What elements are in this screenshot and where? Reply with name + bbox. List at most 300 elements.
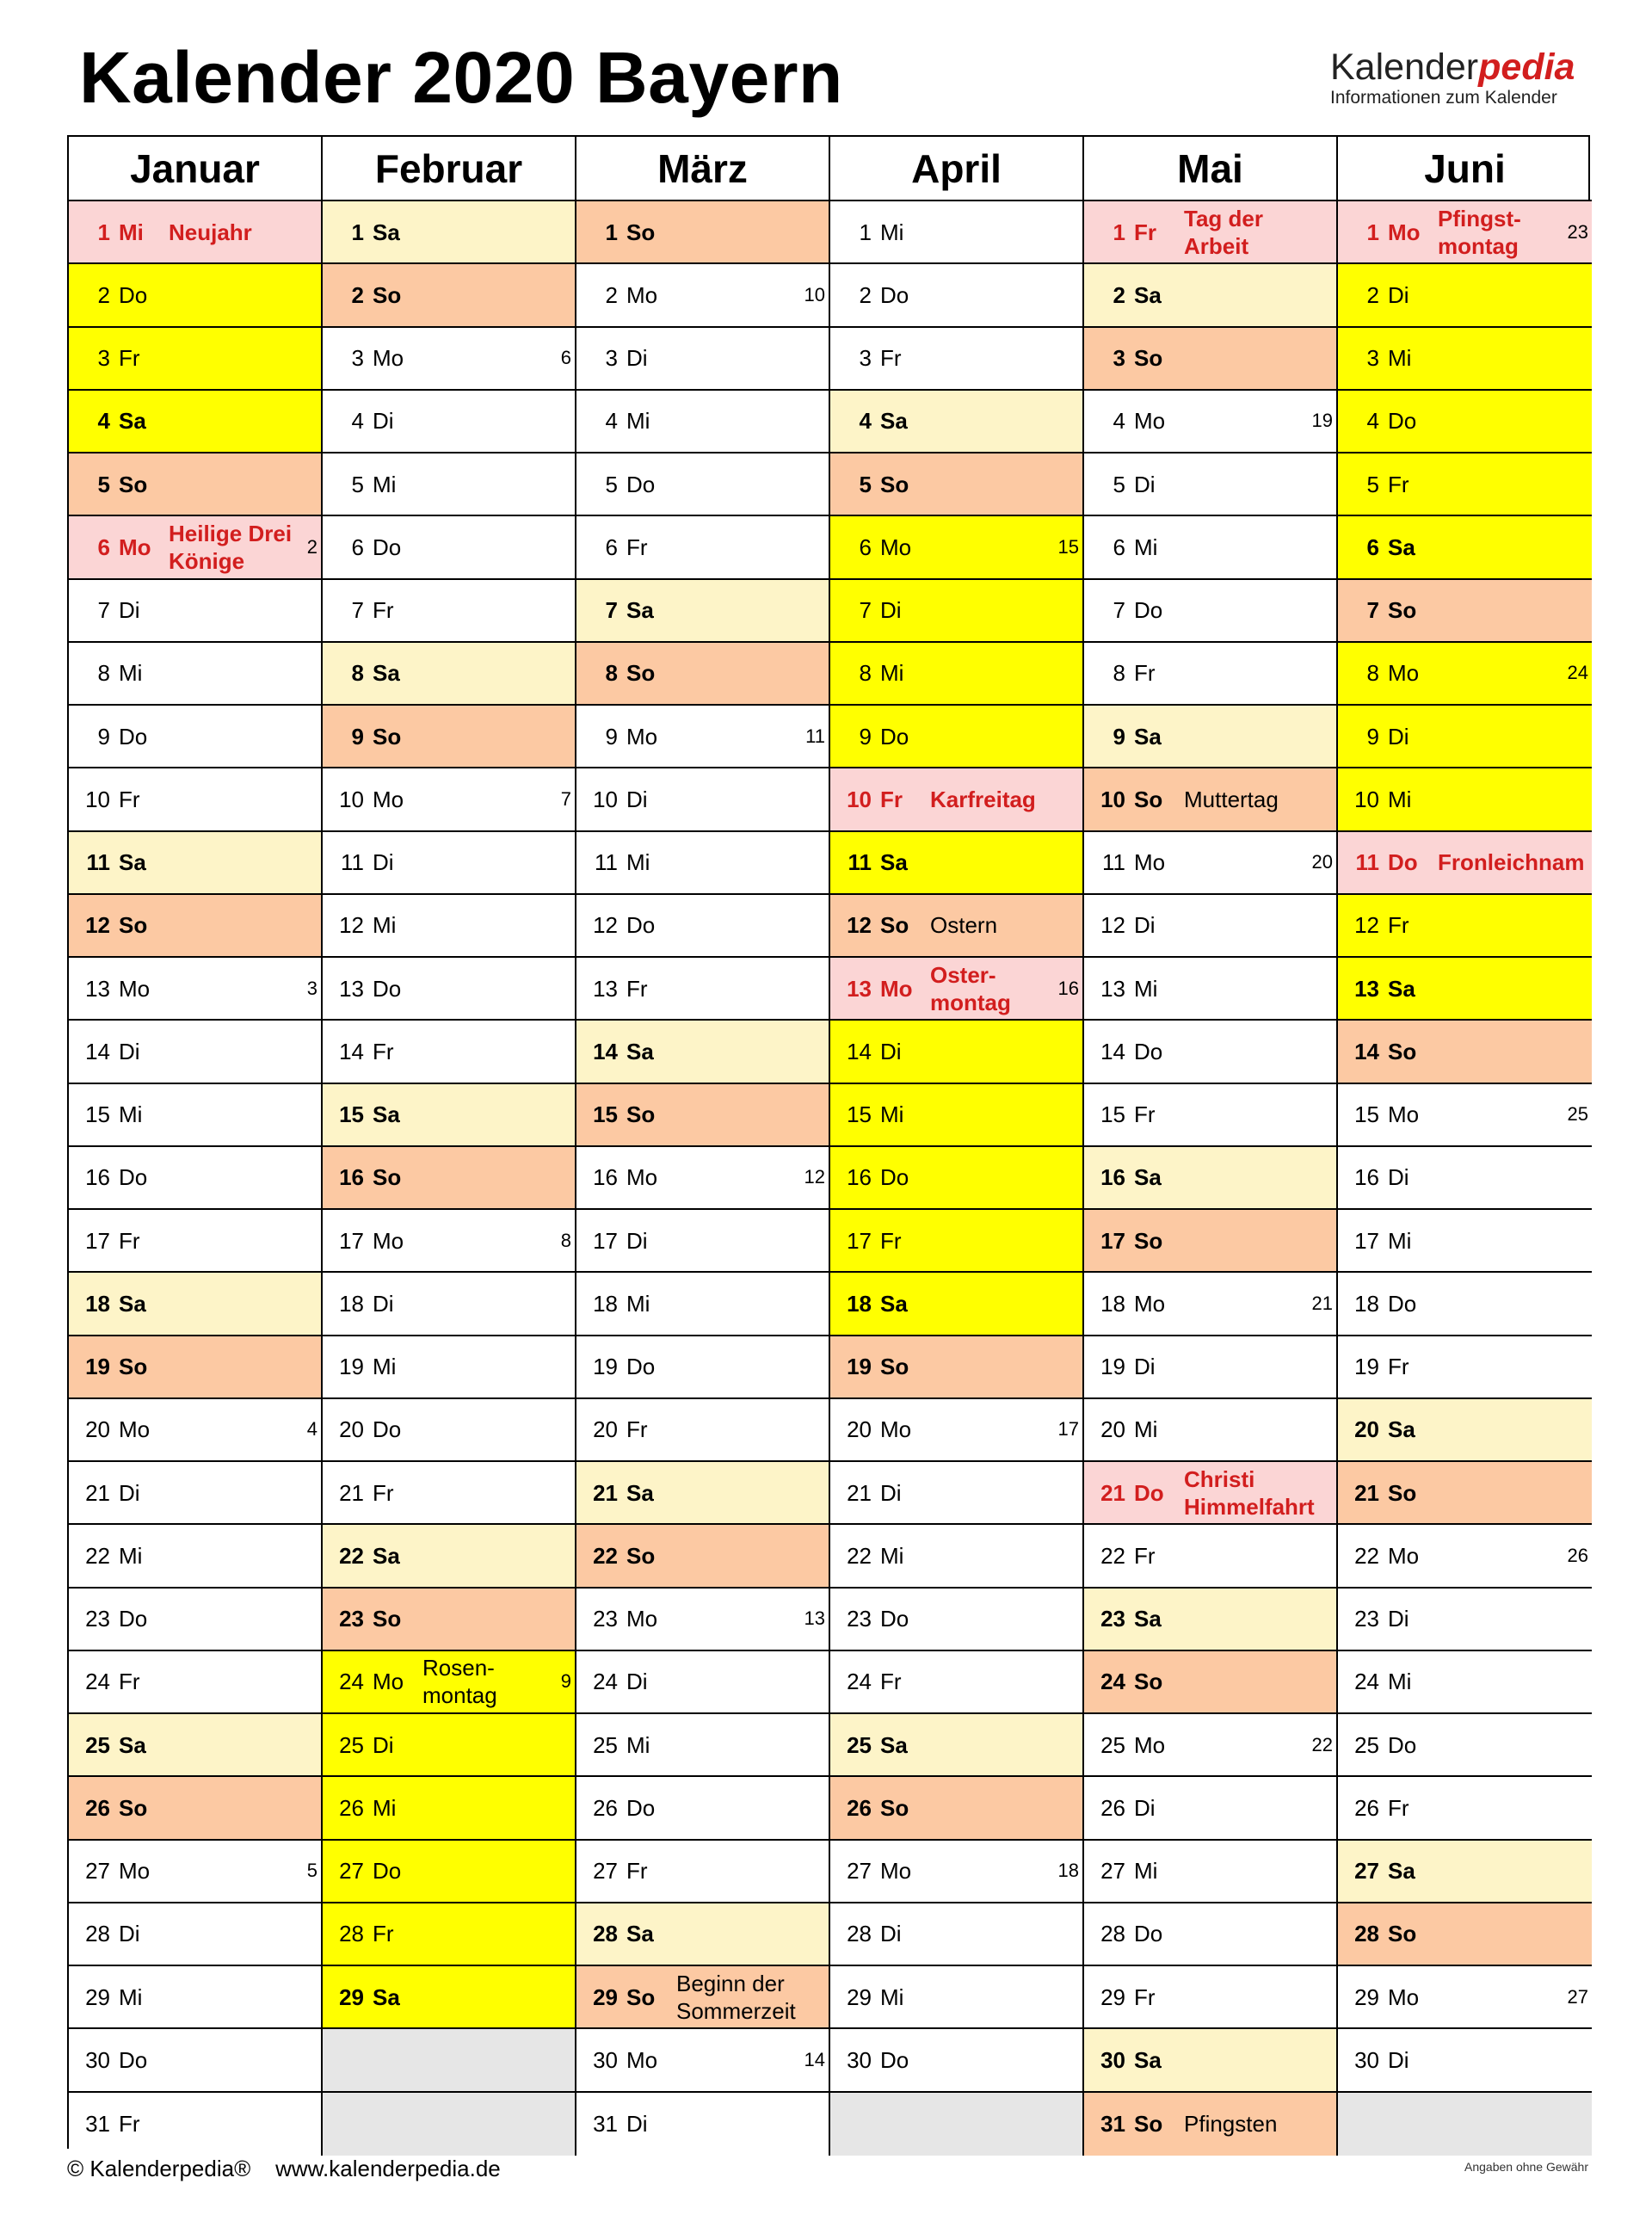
weekday-label: So: [880, 912, 909, 939]
weekday-label: So: [1134, 2111, 1163, 2138]
weekday-label: So: [373, 1606, 402, 1632]
weekday-label: Mo: [1134, 1290, 1166, 1317]
day-cell[interactable]: [1084, 1399, 1338, 1462]
day-cell[interactable]: [323, 643, 576, 706]
day-cell[interactable]: [830, 1714, 1084, 1777]
weekday-label: Do: [373, 1416, 402, 1443]
day-cell[interactable]: [1084, 706, 1338, 768]
day-cell[interactable]: [323, 264, 576, 327]
day-cell[interactable]: [830, 1021, 1084, 1083]
brand-suffix: pedia: [1478, 46, 1575, 88]
day-cell[interactable]: [1084, 1651, 1338, 1714]
day-cell[interactable]: [830, 832, 1084, 895]
day-number: 20: [339, 1416, 364, 1443]
weekday-label: Mi: [119, 660, 143, 687]
weekday-label: Sa: [119, 1290, 146, 1317]
day-cell[interactable]: [1338, 895, 1592, 958]
day-number: 11: [848, 849, 872, 876]
day-cell[interactable]: [1084, 1084, 1338, 1147]
day-cell[interactable]: [323, 580, 576, 643]
weekday-label: Do: [1388, 1731, 1417, 1758]
day-cell[interactable]: [69, 516, 323, 579]
day-number: 7: [1366, 597, 1379, 624]
day-cell[interactable]: [830, 1651, 1084, 1714]
day-cell[interactable]: [323, 1966, 576, 2029]
day-cell[interactable]: [323, 516, 576, 579]
day-number: 29: [1100, 1983, 1125, 2010]
weekday-label: So: [1134, 345, 1163, 372]
weekday-label: Mi: [1388, 1669, 1412, 1695]
weekday-label: Mo: [1388, 660, 1420, 687]
day-cell[interactable]: [1084, 391, 1338, 453]
day-number: 1: [97, 219, 110, 245]
day-cell[interactable]: [576, 1021, 830, 1083]
weekday-label: Di: [1134, 471, 1156, 497]
day-note: Tag der Arbeit: [1184, 205, 1263, 259]
day-cell[interactable]: [69, 1084, 323, 1147]
day-cell[interactable]: [1084, 958, 1338, 1021]
day-cell[interactable]: [1084, 201, 1338, 264]
day-number: 8: [1366, 660, 1379, 687]
day-cell[interactable]: [323, 1210, 576, 1273]
weekday-label: Sa: [880, 849, 908, 876]
weekday-label: Sa: [373, 1101, 400, 1128]
day-number: 20: [85, 1416, 110, 1443]
day-cell[interactable]: [576, 1651, 830, 1714]
day-cell[interactable]: [576, 264, 830, 327]
day-cell[interactable]: [323, 1399, 576, 1462]
day-number: 25: [1100, 1731, 1125, 1758]
day-cell[interactable]: [830, 1273, 1084, 1336]
day-cell[interactable]: [576, 201, 830, 264]
day-number: 13: [339, 975, 364, 1002]
weekday-label: Mo: [880, 1416, 912, 1443]
day-cell[interactable]: [69, 1903, 323, 1966]
day-cell[interactable]: [323, 391, 576, 453]
day-cell[interactable]: [323, 958, 576, 1021]
day-number: 8: [1113, 660, 1125, 687]
day-cell[interactable]: [576, 1841, 830, 1903]
day-number: 29: [847, 1983, 872, 2010]
day-cell[interactable]: [830, 1147, 1084, 1210]
week-number: 20: [1311, 851, 1333, 873]
day-cell[interactable]: [323, 706, 576, 768]
day-cell[interactable]: [1084, 1525, 1338, 1588]
day-cell[interactable]: [576, 2093, 830, 2156]
day-cell[interactable]: [1338, 832, 1592, 895]
day-cell[interactable]: [323, 1273, 576, 1336]
day-cell[interactable]: [69, 264, 323, 327]
day-cell[interactable]: [69, 1147, 323, 1210]
day-cell[interactable]: [323, 768, 576, 831]
day-cell[interactable]: [69, 1210, 323, 1273]
day-cell[interactable]: [323, 1714, 576, 1777]
day-cell[interactable]: [576, 1525, 830, 1588]
day-cell[interactable]: [576, 768, 830, 831]
day-cell[interactable]: [323, 1021, 576, 1083]
day-number: 20: [847, 1416, 872, 1443]
weekday-label: Mo: [373, 786, 404, 812]
week-number: 25: [1567, 1103, 1588, 1126]
weekday-label: Do: [373, 534, 402, 560]
day-cell[interactable]: [69, 706, 323, 768]
day-cell[interactable]: [323, 1903, 576, 1966]
day-cell[interactable]: [576, 1903, 830, 1966]
day-cell[interactable]: [830, 895, 1084, 958]
day-cell[interactable]: [323, 832, 576, 895]
day-number: 25: [847, 1731, 872, 1758]
weekday-label: Sa: [626, 1479, 654, 1506]
day-cell[interactable]: [69, 643, 323, 706]
weekday-label: Sa: [626, 1921, 654, 1947]
day-number: 24: [847, 1669, 872, 1695]
day-cell[interactable]: [69, 201, 323, 264]
day-note: Neujahr: [169, 219, 252, 245]
day-cell[interactable]: [1338, 201, 1592, 264]
day-cell[interactable]: [576, 328, 830, 391]
weekday-label: Di: [373, 849, 394, 876]
day-cell[interactable]: [323, 453, 576, 516]
day-cell[interactable]: [830, 1903, 1084, 1966]
day-cell[interactable]: [1084, 1273, 1338, 1336]
day-number: 23: [847, 1606, 872, 1632]
day-cell[interactable]: [1084, 328, 1338, 391]
day-cell[interactable]: [1338, 958, 1592, 1021]
day-cell[interactable]: [1338, 1210, 1592, 1273]
day-number: 20: [1100, 1416, 1125, 1443]
day-cell[interactable]: [830, 1084, 1084, 1147]
weekday-label: So: [626, 660, 656, 687]
weekday-label: Mo: [373, 1227, 404, 1254]
day-cell[interactable]: [576, 1714, 830, 1777]
day-cell[interactable]: [1338, 1651, 1592, 1714]
day-cell[interactable]: [323, 1777, 576, 1840]
day-cell[interactable]: [830, 706, 1084, 768]
day-cell[interactable]: [69, 958, 323, 1021]
day-cell[interactable]: [576, 643, 830, 706]
weekday-label: Do: [880, 1164, 909, 1191]
day-number: 6: [859, 534, 872, 560]
week-number: 19: [1311, 410, 1333, 432]
day-number: 25: [85, 1731, 110, 1758]
day-number: 16: [1354, 1164, 1379, 1191]
day-cell[interactable]: [830, 1525, 1084, 1588]
weekday-label: Mo: [626, 1606, 658, 1632]
day-number: 5: [605, 471, 618, 497]
day-number: 9: [1113, 723, 1125, 750]
weekday-label: So: [119, 912, 148, 939]
day-cell[interactable]: [1084, 643, 1338, 706]
weekday-label: Di: [1388, 1164, 1409, 1191]
weekday-label: Mi: [373, 1354, 397, 1380]
day-number: 21: [593, 1479, 618, 1506]
weekday-label: Mi: [119, 1542, 143, 1569]
day-cell[interactable]: [1084, 580, 1338, 643]
day-cell[interactable]: [1338, 1021, 1592, 1083]
weekday-label: Di: [373, 408, 394, 435]
day-cell[interactable]: [69, 2029, 323, 2092]
day-number: 14: [847, 1038, 872, 1064]
day-cell[interactable]: [576, 832, 830, 895]
day-number: 11: [341, 849, 364, 876]
day-note: Oster-montag: [930, 961, 1011, 1015]
day-cell[interactable]: [1084, 768, 1338, 831]
day-cell[interactable]: [69, 580, 323, 643]
day-cell[interactable]: [1338, 1336, 1592, 1399]
day-cell[interactable]: [576, 453, 830, 516]
day-cell[interactable]: [830, 1841, 1084, 1903]
day-cell[interactable]: [1338, 1273, 1592, 1336]
day-cell[interactable]: [1338, 1399, 1592, 1462]
day-number: 24: [339, 1669, 364, 1695]
day-cell[interactable]: [323, 1084, 576, 1147]
weekday-label: So: [626, 1101, 656, 1128]
day-cell[interactable]: [1338, 1714, 1592, 1777]
day-cell[interactable]: [1338, 706, 1592, 768]
day-cell[interactable]: [1084, 1841, 1338, 1903]
day-cell[interactable]: [69, 1462, 323, 1525]
weekday-label: Fr: [373, 1038, 394, 1064]
day-cell[interactable]: [69, 1966, 323, 2029]
day-cell[interactable]: [1338, 1147, 1592, 1210]
weekday-label: Do: [373, 1858, 402, 1885]
day-cell[interactable]: [69, 1399, 323, 1462]
day-cell[interactable]: [1084, 2029, 1338, 2092]
day-cell[interactable]: [323, 1841, 576, 1903]
weekday-label: Do: [119, 1164, 148, 1191]
day-cell[interactable]: [1338, 580, 1592, 643]
day-cell[interactable]: [576, 958, 830, 1021]
day-note: Karfreitag: [930, 786, 1036, 812]
day-cell[interactable]: [1084, 1021, 1338, 1083]
day-cell[interactable]: [69, 1589, 323, 1651]
day-cell[interactable]: [69, 391, 323, 453]
day-cell[interactable]: [576, 895, 830, 958]
day-cell[interactable]: [69, 895, 323, 958]
day-number: 28: [1100, 1921, 1125, 1947]
day-cell[interactable]: [830, 958, 1084, 1021]
day-cell[interactable]: [69, 1273, 323, 1336]
day-number: 19: [1100, 1354, 1125, 1380]
day-cell[interactable]: [1338, 516, 1592, 579]
day-number: 28: [339, 1921, 364, 1947]
day-number: 21: [847, 1479, 872, 1506]
day-cell[interactable]: [1084, 1903, 1338, 1966]
brand-prefix: Kalender: [1330, 46, 1479, 88]
day-cell[interactable]: [576, 706, 830, 768]
weekday-label: Mi: [626, 1731, 650, 1758]
week-number: 6: [560, 347, 571, 369]
day-number: 19: [847, 1354, 872, 1380]
day-cell[interactable]: [576, 1147, 830, 1210]
day-number: 7: [859, 597, 872, 624]
weekday-label: Mi: [1388, 1227, 1412, 1254]
weekday-label: Sa: [1134, 281, 1162, 308]
day-cell[interactable]: [323, 895, 576, 958]
weekday-label: Fr: [373, 1921, 394, 1947]
day-cell[interactable]: [830, 328, 1084, 391]
day-number: 13: [847, 975, 872, 1002]
day-cell[interactable]: [830, 1210, 1084, 1273]
day-number: 8: [605, 660, 618, 687]
day-number: 20: [593, 1416, 618, 1443]
day-cell[interactable]: [830, 768, 1084, 831]
weekday-label: Mi: [1134, 534, 1158, 560]
week-number: 22: [1311, 1733, 1333, 1755]
weekday-label: Do: [1388, 408, 1417, 435]
day-number: 23: [339, 1606, 364, 1632]
day-number: 26: [1100, 1794, 1125, 1821]
weekday-label: Fr: [626, 1416, 648, 1443]
weekday-label: Sa: [373, 1983, 400, 2010]
day-cell[interactable]: [830, 516, 1084, 579]
day-cell[interactable]: [69, 1651, 323, 1714]
weekday-label: Mo: [119, 975, 151, 1002]
day-cell[interactable]: [1338, 391, 1592, 453]
day-cell[interactable]: [830, 453, 1084, 516]
day-cell[interactable]: [576, 516, 830, 579]
day-cell[interactable]: [576, 1589, 830, 1651]
day-cell[interactable]: [69, 328, 323, 391]
weekday-label: Di: [119, 1921, 140, 1947]
day-cell[interactable]: [576, 1084, 830, 1147]
week-number: 9: [560, 1670, 571, 1693]
day-cell[interactable]: [576, 1777, 830, 1840]
day-cell[interactable]: [576, 1273, 830, 1336]
weekday-label: Di: [626, 1227, 648, 1254]
day-cell[interactable]: [830, 391, 1084, 453]
day-cell[interactable]: [1338, 1525, 1592, 1588]
weekday-label: Di: [1388, 1606, 1409, 1632]
day-cell[interactable]: [576, 1399, 830, 1462]
day-cell[interactable]: [830, 201, 1084, 264]
day-cell[interactable]: [1084, 516, 1338, 579]
day-cell[interactable]: [830, 1462, 1084, 1525]
day-number: 28: [1354, 1921, 1379, 1947]
day-number: 11: [595, 849, 618, 876]
day-cell[interactable]: [69, 768, 323, 831]
day-cell[interactable]: [1338, 1777, 1592, 1840]
day-number: 18: [339, 1290, 364, 1317]
day-cell[interactable]: [576, 391, 830, 453]
day-number: 1: [605, 219, 618, 245]
day-cell[interactable]: [576, 580, 830, 643]
day-number: 12: [85, 912, 110, 939]
day-cell[interactable]: [69, 1021, 323, 1083]
day-cell[interactable]: [576, 1462, 830, 1525]
day-cell[interactable]: [1084, 895, 1338, 958]
day-cell[interactable]: [1084, 1714, 1338, 1777]
day-cell[interactable]: [1084, 2093, 1338, 2156]
day-cell[interactable]: [1338, 1841, 1592, 1903]
day-cell[interactable]: [830, 1966, 1084, 2029]
day-cell[interactable]: [1084, 453, 1338, 516]
week-number: 26: [1567, 1544, 1588, 1566]
day-number: 19: [85, 1354, 110, 1380]
day-number: 18: [1354, 1290, 1379, 1317]
day-number: 22: [847, 1542, 872, 1569]
day-cell[interactable]: [1084, 1147, 1338, 1210]
day-cell[interactable]: [1338, 1462, 1592, 1525]
day-cell[interactable]: [576, 2029, 830, 2092]
day-cell[interactable]: [1084, 1777, 1338, 1840]
day-cell[interactable]: [1338, 1589, 1592, 1651]
day-cell[interactable]: [323, 1336, 576, 1399]
day-cell[interactable]: [323, 1147, 576, 1210]
day-number: 3: [859, 345, 872, 372]
brand-subtitle: Informationen zum Kalender: [1330, 88, 1557, 108]
day-cell[interactable]: [69, 1525, 323, 1588]
day-cell[interactable]: [1084, 1966, 1338, 2029]
day-cell[interactable]: [1338, 1966, 1592, 2029]
day-cell[interactable]: [323, 1525, 576, 1588]
day-cell[interactable]: [830, 1777, 1084, 1840]
day-cell[interactable]: [69, 1841, 323, 1903]
weekday-label: Fr: [880, 345, 902, 372]
day-cell[interactable]: [1084, 1462, 1338, 1525]
day-cell[interactable]: [69, 1777, 323, 1840]
day-cell[interactable]: [1338, 643, 1592, 706]
day-cell[interactable]: [69, 1714, 323, 1777]
day-cell[interactable]: [830, 2029, 1084, 2092]
day-cell[interactable]: [1084, 1210, 1338, 1273]
weekday-label: Mo: [119, 1858, 151, 1885]
day-number: 12: [593, 912, 618, 939]
weekday-label: Fr: [626, 1858, 648, 1885]
day-cell[interactable]: [576, 1210, 830, 1273]
day-cell[interactable]: [69, 2093, 323, 2156]
day-cell[interactable]: [1084, 1589, 1338, 1651]
day-cell[interactable]: [69, 832, 323, 895]
day-cell[interactable]: [69, 1336, 323, 1399]
weekday-label: Mi: [373, 1794, 397, 1821]
day-number: 3: [1113, 345, 1125, 372]
day-cell[interactable]: [323, 328, 576, 391]
day-cell[interactable]: [323, 1651, 576, 1714]
day-cell[interactable]: [1084, 832, 1338, 895]
day-cell[interactable]: [830, 1336, 1084, 1399]
day-cell[interactable]: [830, 580, 1084, 643]
day-cell[interactable]: [1084, 1336, 1338, 1399]
weekday-label: Mo: [1388, 219, 1421, 245]
day-cell[interactable]: [1338, 264, 1592, 327]
brand-logo[interactable]: [1330, 46, 1588, 108]
weekday-label: Fr: [880, 1669, 902, 1695]
day-cell[interactable]: [323, 1462, 576, 1525]
day-cell[interactable]: [830, 643, 1084, 706]
day-number: 20: [1354, 1416, 1379, 1443]
day-number: 16: [847, 1164, 872, 1191]
weekday-label: Mi: [880, 1542, 904, 1569]
day-cell[interactable]: [830, 1399, 1084, 1462]
day-cell[interactable]: [69, 453, 323, 516]
day-cell[interactable]: [830, 1589, 1084, 1651]
weekday-label: Fr: [119, 1669, 140, 1695]
day-cell[interactable]: [830, 264, 1084, 327]
day-cell[interactable]: [576, 1336, 830, 1399]
day-cell[interactable]: [1338, 1903, 1592, 1966]
week-number: 21: [1311, 1292, 1333, 1314]
day-cell[interactable]: [323, 201, 576, 264]
day-cell[interactable]: [1338, 768, 1592, 831]
day-cell[interactable]: [576, 1966, 830, 2029]
day-cell[interactable]: [1084, 264, 1338, 327]
day-cell[interactable]: [1338, 453, 1592, 516]
day-cell[interactable]: [1338, 328, 1592, 391]
day-cell[interactable]: [1338, 1084, 1592, 1147]
day-cell[interactable]: [323, 1589, 576, 1651]
day-cell[interactable]: [1338, 2029, 1592, 2092]
